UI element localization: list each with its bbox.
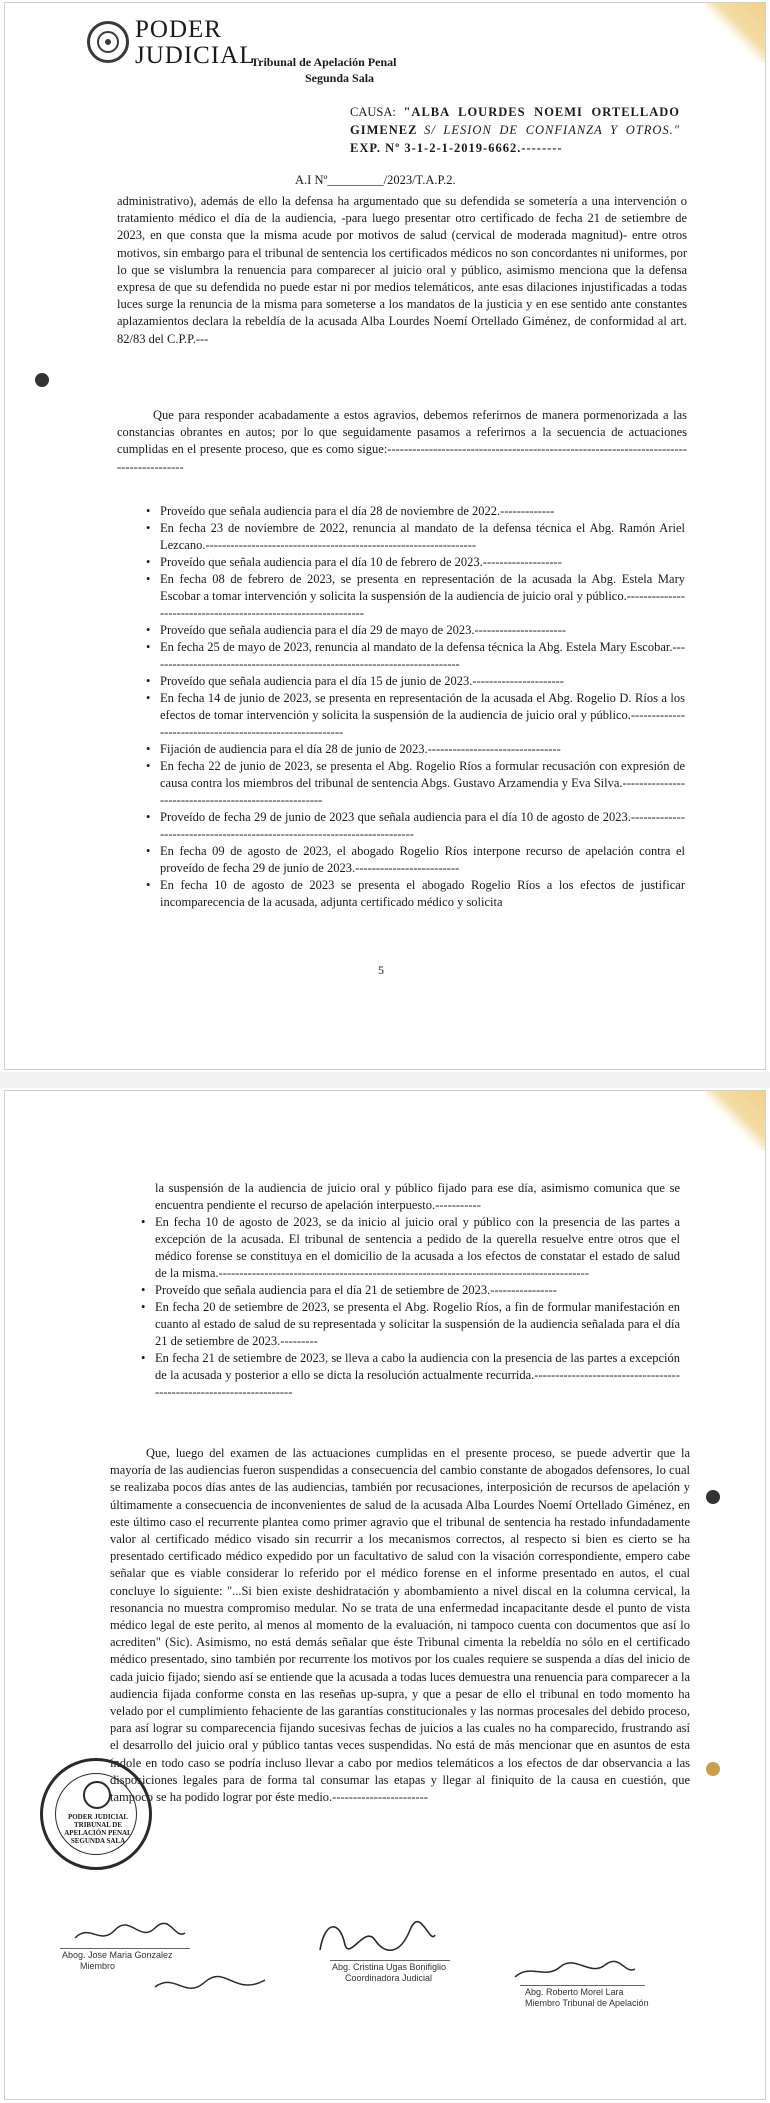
right-signature-role: Miembro Tribunal de Apelación <box>525 1998 649 2008</box>
list-item: • Fijación de audiencia para el día 28 de junio de 2023.-------------------------------- <box>160 741 685 758</box>
punch-hole-icon <box>706 1762 720 1776</box>
stamp-text <box>63 1813 133 1845</box>
page-curl <box>705 3 765 63</box>
left-signature-name: Abog. Jose Maria Gonzalez <box>62 1950 173 1960</box>
center-signature-name: Abg. Cristina Ugas Bonifiglio <box>332 1962 447 1972</box>
signature-line <box>330 1960 450 1961</box>
actions-list-2 <box>155 1180 680 1401</box>
stamp-emblem-icon <box>83 1781 111 1809</box>
signature-scribble-icon <box>510 1955 640 1985</box>
signature-scribble-icon <box>310 1915 440 1960</box>
list-item: • Proveído que señala audiencia para el día 15 de junio de 2023.---------------------- <box>160 673 685 690</box>
page-gap <box>0 1072 770 1088</box>
list-item: • Proveído que señala audiencia para el día 28 de noviembre de 2022.------------- <box>160 503 685 520</box>
court-stamp <box>40 1758 152 1870</box>
brand-line-2: JUDICIAL <box>135 42 256 69</box>
punch-hole-icon <box>35 373 49 387</box>
signature-line <box>60 1948 190 1949</box>
stamp-top: PODER JUDICIAL <box>67 1813 129 1821</box>
list-item: • En fecha 20 de setiembre de 2023, se presenta el Abg. Rogelio Ríos, a fin de formular manifestación en cuanto al estado de salud de su representada y solicitar la suspensión de la audiencia señalada para el día 21 de setiembre de 2023.--------- <box>155 1299 680 1350</box>
list-item: • Proveído que señala audiencia para el día 21 de setiembre de 2023.---------------- <box>155 1282 680 1299</box>
stamp-middle: TRIBUNAL DE APELACIÓN PENAL SEGUNDA SALA <box>64 1821 132 1845</box>
list-item: • En fecha 14 de junio de 2023, se presenta en representación de la acusada el Abg. Rogelio D. Ríos a los efectos de tomar intervención y solicita la suspensión de la audiencia de juicio oral y público.--------------------------------------------------------- <box>160 690 685 741</box>
right-signature-name: Abg. Roberto Morel Lara <box>525 1987 624 1997</box>
paragraph-2: Que para responder acabadamente a estos agravios, debemos referirnos de manera pormenorizada a las constancias obrantes en autos; por lo que seguidamente pasamos a referirnos a la secuencia de actuaciones cumplidas en el presente proceso, que es como sigue:---------------------------------------------------------------------------------------- <box>117 408 687 474</box>
signature-scribble-icon <box>150 1972 270 2002</box>
actions-list-1 <box>160 503 685 911</box>
paragraph-3: Que, luego del examen de las actuaciones cumplidas en el presente proceso, se puede advertir que la mayoría de las audiencias fueron suspendidas a consecuencia del cambio constante de abogados defensores, lo cual se realizaba pocos días antes de las audiencias, también por recusaciones, interposición de recursos de apelación y últimamente a consecuencia de inconvenientes de salud de la acusada Alba Lourdes Noemí Ortellado Giménez, en este último caso el recurrente plantea como primer agravio que el tribunal de sentencia ha restado infundadamente valor al certificado médico visado sin recurrir a los mecanismos correctos, al respecto si bien es cierto se ha presentado certificado médico expedido por un facultativo de salud con la visación correspondiente, empero cabe señalar que es viable considerar lo referido por el médico forense en el informe presentado en autos, el cual concluye lo siguiente: "...Si bien existe deshidratación y abombamiento a nivel discal en la columna cervical, la resonancia no muestra compromiso medular. No se trata de una enfermedad incapacitante desde el punto de vista médico legal de este perito, al menos al momento de la evaluación, ni tampoco cuenta con documentos que así lo acrediten" (Sic). Asimismo, no está demás señalar que éste Tribunal cimenta la rebeldía no sólo en el certificado médico presentado, sino también por recurrente los motivos por los cuales requiere se suspenda a días del inicio de cada juicio fijado; siendo así se entiende que la acusada a todas luces demuestra una renuencia para comparecer a la audiencia fijada conforme consta en las reseñas up-supra, y que a pesar de ello el tribunal en todo momento ha velado por el cumplimiento fehaciente de las garantías constitucionales y las normas procesales del debido proceso, para así lograr su comparecencia fijando sucesivas fechas de juicios a las cuales no ha comparecido, frustrando así el desarrollo del juicio oral y público tantas veces suspendidas. No está de más mencionar que en asuntos de esta índole en todo caso se podría incluso llevar a cabo por medios telemáticos a los efectos de dar observancia a las disposiciones legales para de forma tal consumar las etapas y llegar al finiquito de la causa en cuestión, que tampoco se ha podido lograr por éste medio.----------------------- <box>110 1446 690 1805</box>
left-signature-role: Miembro <box>80 1961 116 1971</box>
list-item: • En fecha 22 de junio de 2023, se presenta el Abg. Rogelio Ríos a formular recusación con expresión de causa contra los miembros del tribunal de sentencia Abgs. Gustavo Arzamendia y Eva Silva.------------------------------------------------------ <box>160 758 685 809</box>
list-item: • En fecha 25 de mayo de 2023, renuncia al mandato de la defensa técnica la Abg. Estela Mary Escobar.--------------------------------------------------------------------------- <box>160 639 685 673</box>
center-signature-role: Coordinadora Judicial <box>345 1973 433 1983</box>
list-item: • En fecha 08 de febrero de 2023, se presenta en representación de la acusada la Abg. Estela Mary Escobar a tomar intervención y solicita la suspensión de la audiencia de juicio oral y público.--------------------------------------------------------------- <box>160 571 685 622</box>
ai-number: A.I Nº_________/2023/T.A.P.2. <box>295 173 456 187</box>
causa-label: CAUSA: <box>350 105 396 119</box>
brand-line-1: PODER <box>135 16 222 43</box>
list-item: • En fecha 10 de agosto de 2023, se da inicio al juicio oral y público con la presencia de las partes a excepción de la acusada. El tribunal de sentencia a pedido de la querella resuelve entre otros que el médico forense se constituya en el domicilio de la acusada a los efectos de constatar el estado de salud de la misma.----------------------------------------------------------------------------------------- <box>155 1214 680 1282</box>
causa-subject: S/ LESION DE CONFIANZA Y OTROS." <box>424 123 680 137</box>
page-number: 5 <box>378 963 384 977</box>
list-item: • En fecha 09 de agosto de 2023, el abogado Rogelio Ríos interpone recurso de apelación contra el proveído de fecha 29 de junio de 2023.------------------------- <box>160 843 685 877</box>
list-item: • Proveído que señala audiencia para el día 29 de mayo de 2023.---------------------- <box>160 622 685 639</box>
page-curl <box>705 1091 765 1151</box>
document-page-1 <box>4 2 766 1070</box>
list-item: • Proveído que señala audiencia para el día 10 de febrero de 2023.------------------- <box>160 554 685 571</box>
list-item: • En fecha 10 de agosto de 2023 se presenta el abogado Rogelio Ríos a los efectos de justificar incomparecencia de la acusada, adjunta certificado médico y solicita <box>160 877 685 911</box>
list-item: • En fecha 23 de noviembre de 2022, renuncia al mandato de la defensa técnica el Abg. Ramón Ariel Lezcano.----------------------------------------------------------------- <box>160 520 685 554</box>
causa-expediente: EXP. Nº 3-1-2-1-2019-6662.-------- <box>350 141 563 155</box>
signature-scribble-icon <box>70 1918 190 1948</box>
tribunal-name: Tribunal de Apelación Penal <box>251 55 397 69</box>
paragraph-1: administrativo), además de ello la defensa ha argumentado que su defendida se sometería a una intervención o tratamiento médico el día de la audiencia, -para luego presentar otro certificado de fecha 21 de setiembre de 2023, en que consta que la misma acude por motivos de salud (cervical de moderada magnitud)- entre otros motivos, sin embargo para el tribunal de sentencia los certificados médicos no son concordantes ni uniformes, por lo que se vislumbra la renuencia para comparecer al juicio oral y público, asimismo menciona que la defensa expresa de que su defendida no puede estar ni por medios telemáticos, ante esas dilaciones injustificadas a todas luces surge la renuncia de la misma para someterse a los mandatos de la justicia y en ese sentido ante constantes aplazamientos declara la rebeldía de la acusada Alba Lourdes Noemí Ortellado Giménez, de conformidad al art. 82/83 del C.P.P.--- <box>117 194 687 346</box>
list-item: • En fecha 21 de setiembre de 2023, se lleva a cabo la audiencia con la presencia de las partes a excepción de la acusada y posterior a ello se dicta la resolución actualmente recurrida.-------------------------------------------------------------------- <box>155 1350 680 1401</box>
list-item: • Proveído de fecha 29 de junio de 2023 que señala audiencia para el día 10 de agosto de 2023.-------------------------------------------------------------------------- <box>160 809 685 843</box>
causa-title: "ALBA LOURDES NOEMI ORTELLADO GIMENEZ <box>350 105 680 137</box>
punch-hole-icon <box>706 1490 720 1504</box>
sala-name: Segunda Sala <box>305 71 375 85</box>
signature-line <box>520 1985 645 1986</box>
case-caption <box>350 103 680 157</box>
list-item: la suspensión de la audiencia de juicio oral y público fijado para ese día, asimismo comunica que se encuentra pendiente el recurso de apelación interpuesto.----------- <box>155 1181 680 1212</box>
poder-judicial-seal-icon <box>87 21 129 63</box>
